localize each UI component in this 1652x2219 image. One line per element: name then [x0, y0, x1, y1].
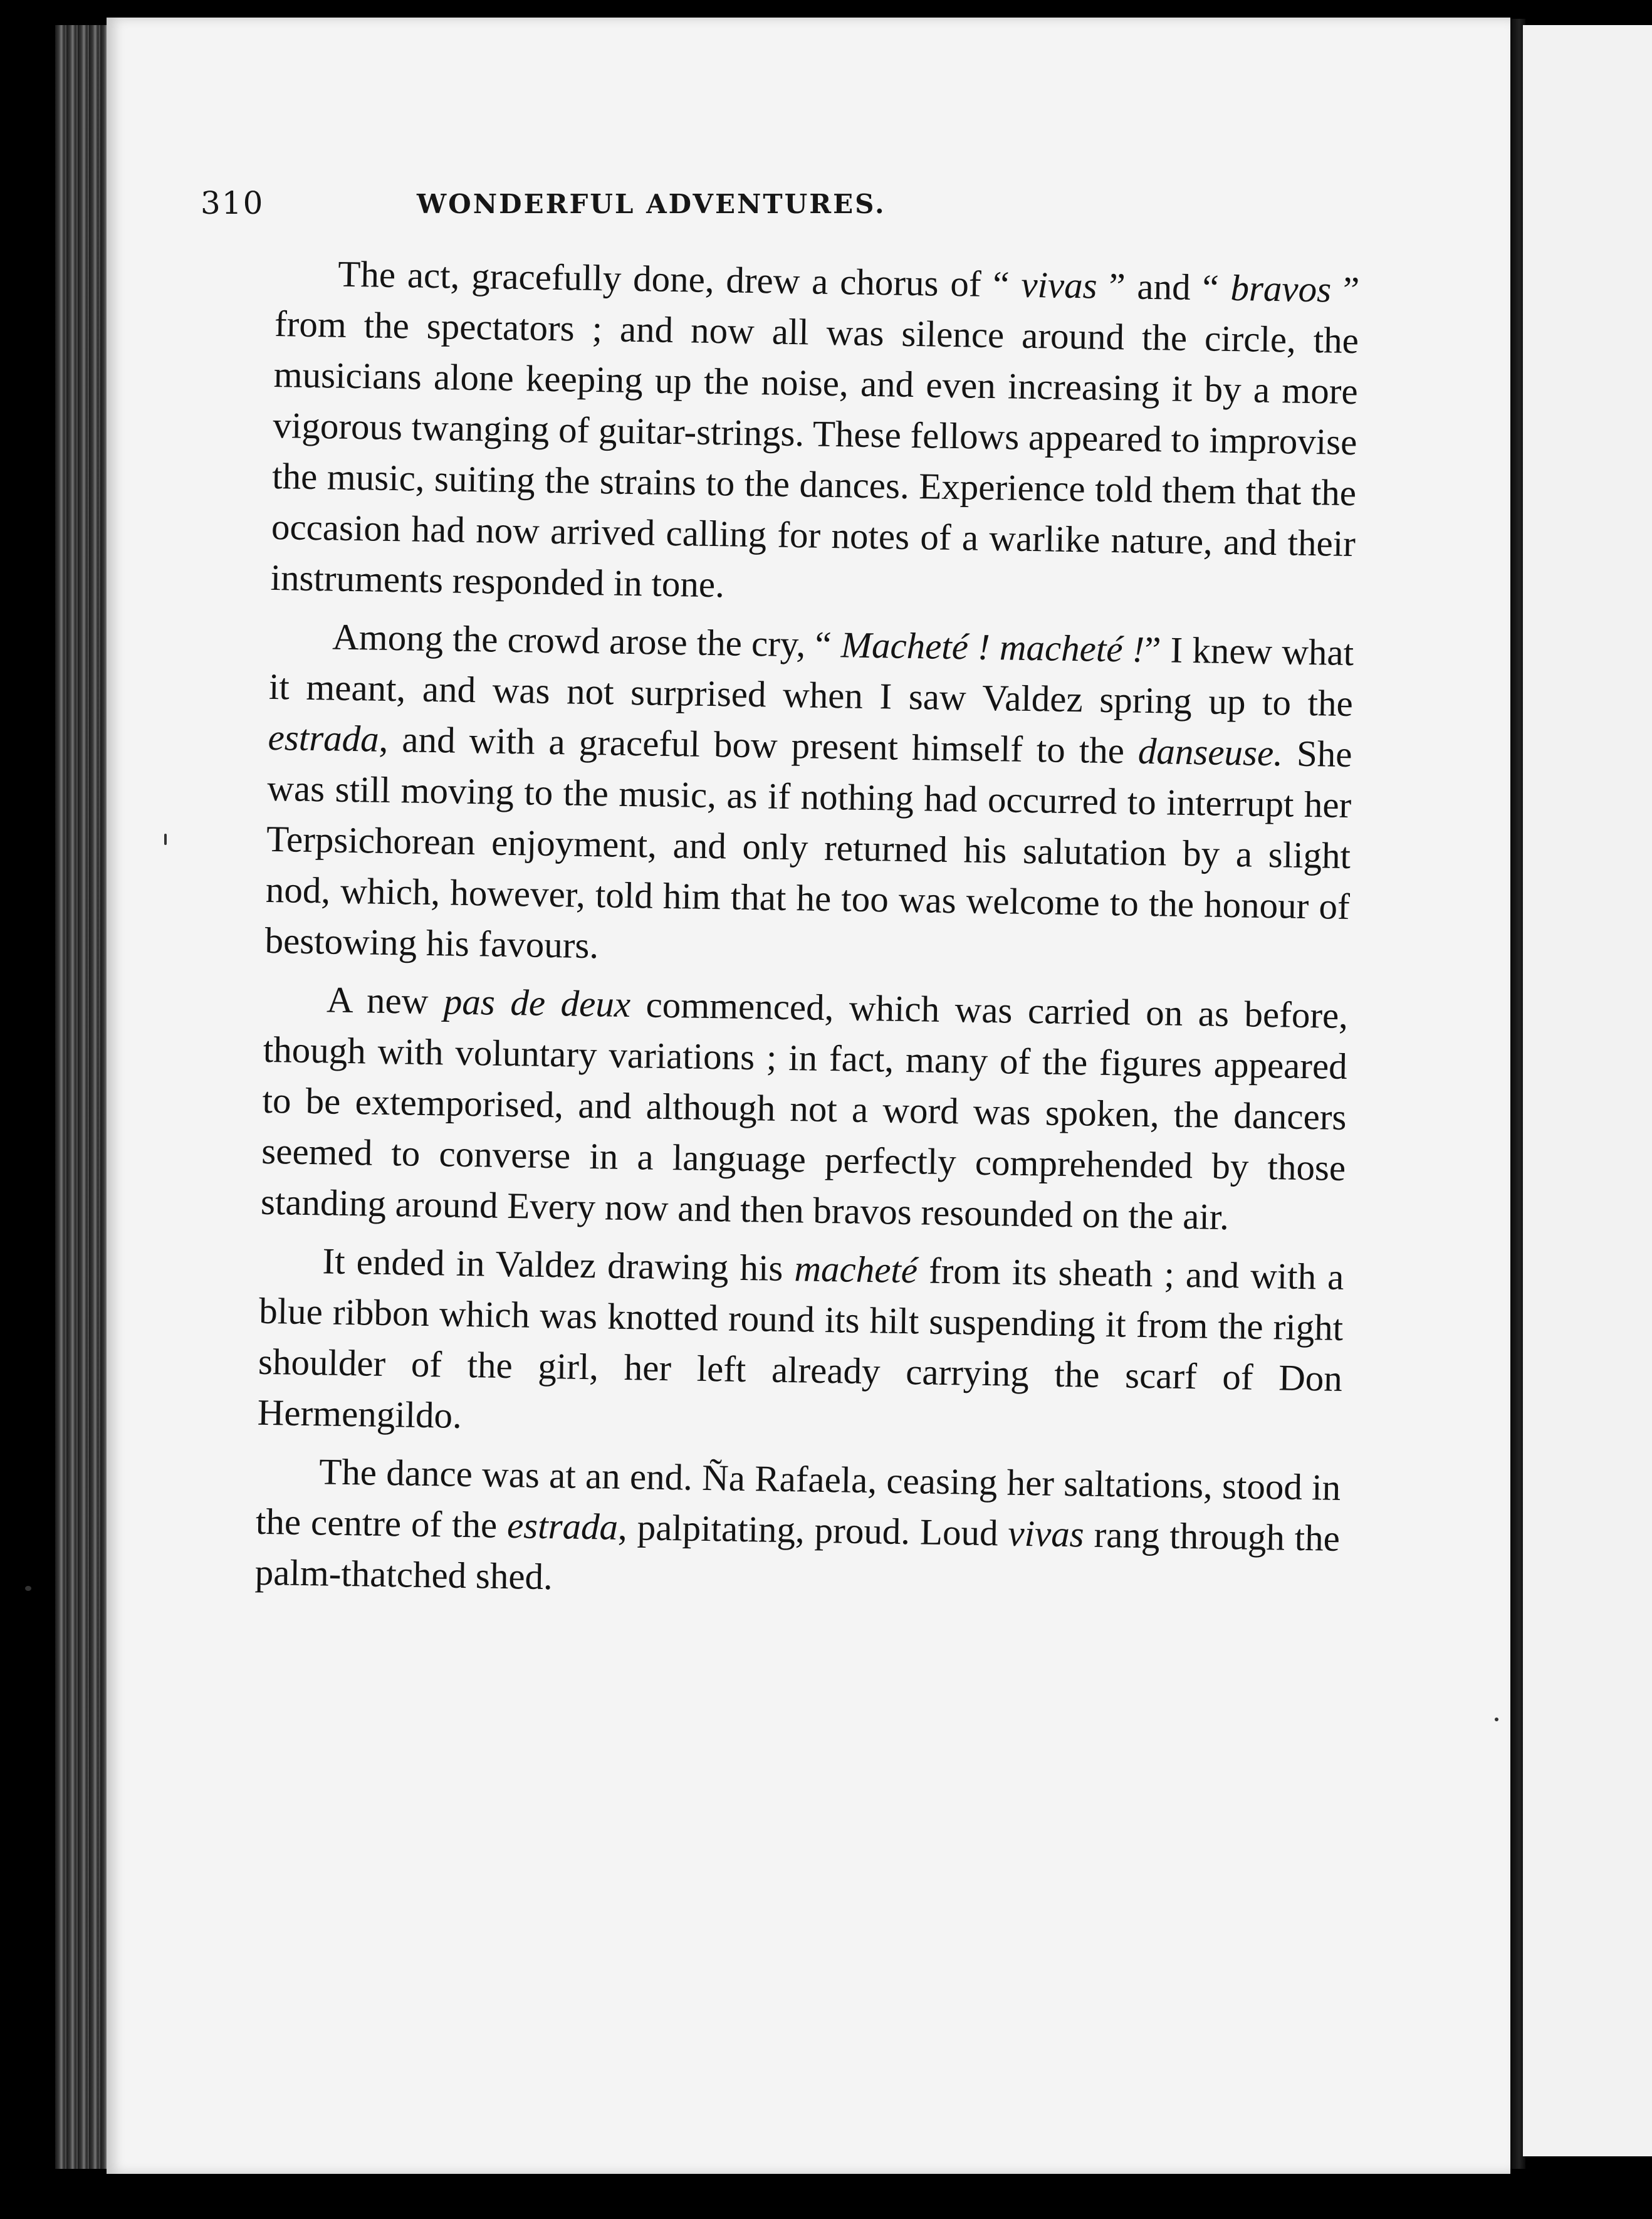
paragraph: [264, 611, 1354, 983]
running-head: [201, 185, 1166, 225]
italic-text: Macheté ! macheté !: [840, 624, 1145, 670]
text-run: ” I knew what it meant, and was not surprised when I saw Valdez spring up to the: [268, 628, 1354, 725]
italic-text: estrada: [268, 716, 380, 760]
italic-text: bravos: [1230, 266, 1332, 310]
facing-page-edge: [1523, 25, 1652, 2156]
text-run: A new: [326, 978, 444, 1022]
text-run: Among the crowd arose the cry, “: [332, 616, 842, 666]
page-number: 310: [201, 185, 264, 221]
text-run: commenced, which was carried on as before, though with voluntary variations ; in fact, many of the figures appeared to be extemporised, and although not a word was spoken, the dancers seemed to converse in a language perfectly comprehended by those standing around Every now and then bravos resounded on the air.: [260, 984, 1349, 1238]
text-run: rang through the palm-thatched shed.: [254, 1513, 1341, 1598]
text-run: , palpitating, proud. Loud: [617, 1506, 1009, 1554]
text-run: ” from the spectators ; and now all was silence around the circle, the musicians alone keeping up the noise, and even increasing it by a more vigorous twanging of guitar-strings. These fellows appeared to improvise the music, suiting the strains to the dances. Experience told them that the occasion had now arrived calling for notes of a warlike nature, and their instruments responded in tone.: [270, 268, 1360, 606]
scan-speck: [1495, 1718, 1498, 1721]
paragraph: [260, 973, 1348, 1244]
text-run: , and with a graceful bow present himself to the: [379, 718, 1139, 772]
italic-text: vivas: [1020, 263, 1098, 307]
italic-text: danseuse.: [1137, 730, 1283, 774]
scan-speck: [25, 1586, 31, 1591]
page-header-title: WONDERFUL ADVENTURES.: [417, 189, 886, 219]
paragraph: [270, 248, 1360, 620]
italic-text: macheté: [793, 1247, 918, 1291]
text-run: ” and “: [1097, 265, 1231, 308]
page-stack-edge: [55, 25, 112, 2169]
paragraph: [257, 1235, 1344, 1455]
italic-text: vivas: [1007, 1512, 1085, 1555]
text-run: from its sheath ; and with a blue ribbon which was knotted round its hilt suspending it from the right shoulder of the girl, her left already carrying the scarf of Don Hermengildo.: [257, 1249, 1344, 1436]
text-run: The dance was at an end. Ña Rafaela, ceasing her saltations, stood in the centre of the: [255, 1450, 1341, 1546]
paragraph: [254, 1445, 1341, 1615]
text-run: It ended in Valdez drawing his: [322, 1240, 795, 1289]
body-text: [254, 248, 1360, 1622]
text-run: The act, gracefully done, drew a chorus of “: [337, 253, 1022, 305]
italic-text: estrada: [506, 1504, 619, 1548]
italic-text: pas de deux: [443, 980, 631, 1026]
scan-speck: [164, 834, 167, 845]
text-run: She was still moving to the music, as if nothing had occurred to interrupt her Terpsichorean enjoyment, and only returned his salutation by a slight nod, which, however, told him that he too was welcome to the honour of bestowing his favours.: [264, 732, 1353, 967]
